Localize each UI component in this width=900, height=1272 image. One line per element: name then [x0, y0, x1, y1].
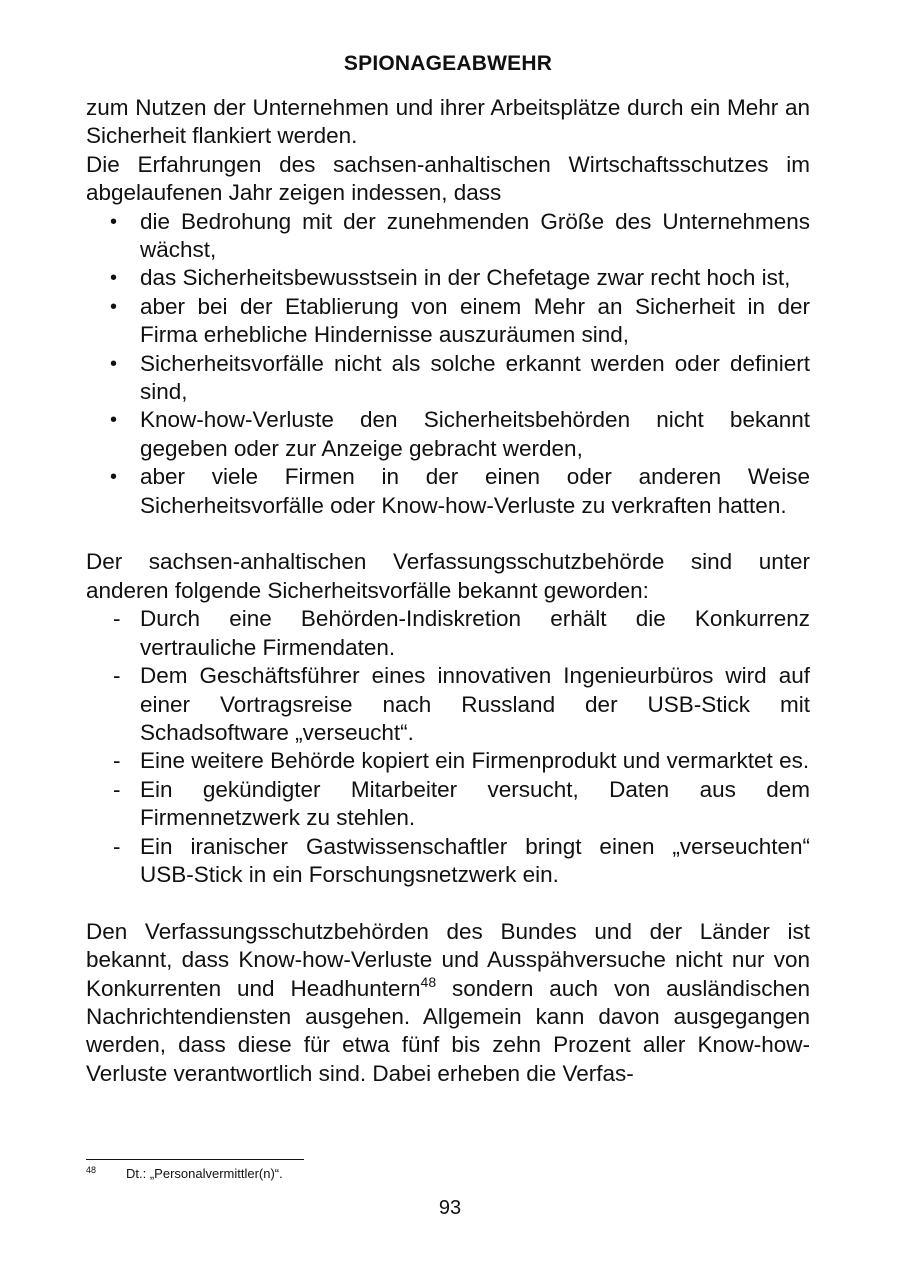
- dash-marker: -: [113, 748, 121, 774]
- bullet-icon: •: [110, 466, 118, 489]
- bullet-item-text: aber viele Firmen in der einen oder anderen Weise Sicherheitsvorfälle oder Know-how-Verluste zu verkraften hatten.: [140, 464, 810, 518]
- bullet-list-item: [86, 406, 810, 463]
- dash-marker: -: [113, 663, 121, 689]
- bullet-list-item: [86, 463, 810, 520]
- bullet-icon: •: [110, 210, 118, 233]
- footnote-divider: [86, 1159, 304, 1160]
- bullet-list-item: [86, 350, 810, 407]
- bullet-icon: •: [110, 409, 118, 432]
- footnote: [86, 1165, 283, 1182]
- footnote-reference: 48: [420, 973, 437, 990]
- bullet-icon: •: [110, 352, 118, 375]
- page-body: [86, 52, 810, 1088]
- main-text: [86, 94, 810, 1088]
- incident-item-text: Eine weitere Behörde kopiert ein Firmenprodukt und vermarktet es.: [140, 748, 810, 774]
- dash-marker: -: [113, 776, 121, 802]
- intro-paragraph-1: zum Nutzen der Unternehmen und ihrer Arbeitsplätze durch ein Mehr an Sicherheit flankiert werden.: [86, 95, 810, 149]
- bullet-item-text: die Bedrohung mit der zunehmenden Größe des Unternehmens wächst,: [140, 208, 810, 263]
- page-header: SPIONAGEABWEHR: [343, 52, 553, 75]
- dash-marker: -: [113, 833, 121, 859]
- bullet-list-item: [86, 293, 810, 350]
- incident-list-item: [86, 662, 810, 747]
- bullet-item-text: Sicherheitsvorfälle nicht als solche erkannt werden oder definiert sind,: [140, 350, 810, 405]
- incident-list: [86, 605, 810, 889]
- footnote-number: 48: [86, 1165, 97, 1175]
- bullet-item-text: aber bei der Etablierung von einem Mehr an Sicherheit in der Firma erhebliche Hindernisse auszuräumen sind,: [140, 293, 810, 348]
- incident-list-item: [86, 833, 810, 890]
- closing-text-end: sondern auch von ausländischen Nachrichtendiensten ausgehen. Allgemein kann davon ausgegangen werden, dass diese für etwa fünf bis zehn Prozent aller Know-how-Verluste verantwortlich sind. Dabei erheben die Verfas-: [86, 975, 810, 1086]
- intro-paragraph-2: Die Erfahrungen des sachsen-anhaltischen Wirtschaftsschutzes im abgelaufenen Jahr zeigen indessen, dass: [86, 151, 810, 206]
- incident-item-text: Ein gekündigter Mitarbeiter versucht, Daten aus dem Firmennetzwerk zu stehlen.: [140, 776, 810, 831]
- bullet-icon: •: [110, 267, 118, 290]
- footnote-text: Dt.: „Personalvermittler(n)“.: [126, 1166, 283, 1181]
- closing-text-start: Den Verfassungsschutzbehörden des Bundes und der Länder ist bekannt, dass Know-how-Verluste und Ausspähversuche nicht nur von Konkurrenten und Headhuntern: [86, 918, 810, 1001]
- incident-list-item: [86, 605, 810, 662]
- incident-item-text: Durch eine Behörden-Indiskretion erhält die Konkurrenz vertrauliche Firmendaten.: [140, 606, 810, 660]
- paragraph-gap: [86, 520, 810, 548]
- incident-list-item: [86, 747, 810, 775]
- paragraph-gap: [86, 889, 810, 917]
- incidents-lead-paragraph: Der sachsen-anhaltischen Verfassungsschutzbehörde sind unter anderen folgende Sicherheitsvorfälle bekannt geworden:: [86, 549, 810, 603]
- closing-paragraph: [86, 918, 810, 1088]
- bullet-item-text: Know-how-Verluste den Sicherheitsbehörden nicht bekannt gegeben oder zur Anzeige gebracht werden,: [140, 407, 810, 461]
- bullet-icon: •: [110, 295, 118, 318]
- incident-item-text: Ein iranischer Gastwissenschaftler bringt einen „verseuchten“ USB-Stick in ein Forschungsnetzwerk ein.: [140, 833, 810, 887]
- dash-marker: -: [113, 606, 121, 632]
- bullet-list: [86, 208, 810, 520]
- incident-list-item: [86, 776, 810, 833]
- incident-item-text: Dem Geschäftsführer eines innovativen Ingenieurbüros wird auf einer Vortragsreise nach Russland der USB-Stick mit Schadsoftware „verseucht“.: [140, 663, 810, 745]
- page-number: 93: [438, 1197, 462, 1219]
- bullet-list-item: [86, 264, 810, 292]
- bullet-list-item: [86, 208, 810, 265]
- bullet-item-text: das Sicherheitsbewusstsein in der Chefetage zwar recht hoch ist,: [140, 265, 791, 291]
